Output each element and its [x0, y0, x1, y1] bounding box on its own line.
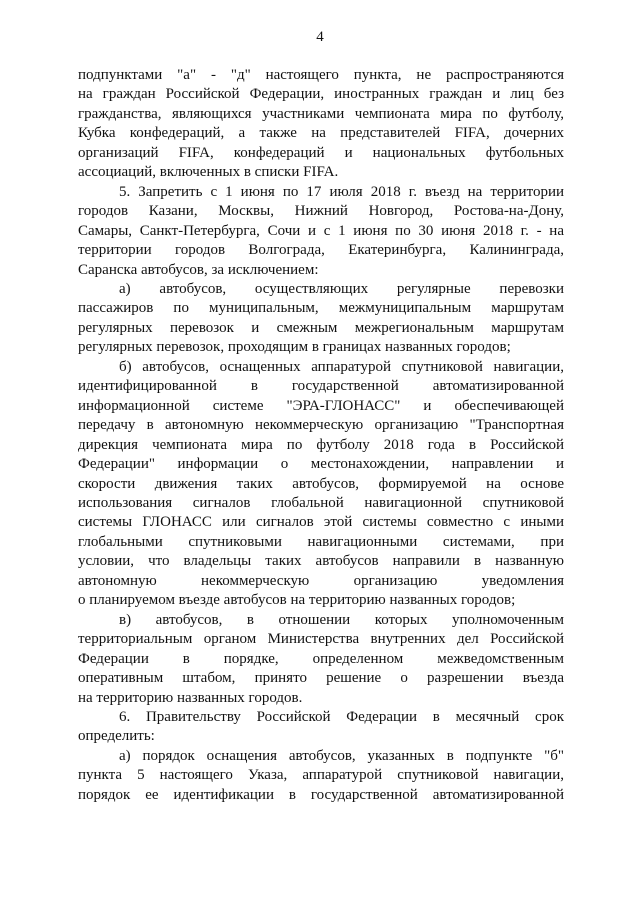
- page-number: 4: [316, 29, 324, 45]
- text-line: глобальными спутниковыми навигационными системами, при: [78, 533, 564, 550]
- text-line: Самары, Санкт-Петербурга, Сочи и с 1 июня по 30 июня 2018 г. - на: [78, 222, 564, 239]
- text-line: дирекция чемпионата мира по футболу 2018 года в Российской: [78, 436, 564, 453]
- text-line: 6. Правительству Российской Федерации в месячный срок: [119, 708, 564, 725]
- text-line: информационной системе "ЭРА-ГЛОНАСС" и обеспечивающей: [78, 397, 564, 414]
- text-line: порядок ее идентификации в государственной автоматизированной: [78, 786, 564, 803]
- text-line: передачу в автономную некоммерческую организацию "Транспортная: [78, 417, 564, 434]
- text-line: территории городов Волгограда, Екатеринбурга, Калининграда,: [78, 242, 564, 259]
- text-line: а) автобусов, осуществляющих регулярные перевозки: [119, 280, 564, 297]
- text-line: в) автобусов, в отношении которых уполномоченным: [119, 611, 564, 628]
- text-line: Кубка конфедераций, а также на представителей FIFA, дочерних: [78, 125, 564, 142]
- text-line: регулярных перевозок, проходящим в границах названных городов;: [78, 339, 511, 356]
- text-line: городов Казани, Москвы, Нижний Новгород, Ростова-на-Дону,: [78, 203, 564, 220]
- text-line: регулярных перевозок и смежным межрегиональным маршрутам: [78, 319, 564, 336]
- text-line: пункта 5 настоящего Указа, аппаратурой спутниковой навигации,: [78, 767, 564, 784]
- text-line: подпунктами "а" - "д" настоящего пункта, не распространяются: [78, 67, 564, 83]
- text-line: системы ГЛОНАСС или сигналов этой системы совместно с иными: [78, 514, 564, 531]
- text-line: территориальным органом Министерства внутренних дел Российской: [78, 631, 564, 648]
- text-line: а) порядок оснащения автобусов, указанных в подпункте "б": [119, 747, 564, 764]
- text-line: на территорию названных городов.: [78, 689, 303, 706]
- text-line: автономную некоммерческую организацию уведомления: [78, 572, 564, 589]
- text-line: скорости движения таких автобусов, формируемой на основе: [78, 475, 564, 492]
- text-line: о планируемом въезде автобусов на территорию названных городов;: [78, 592, 516, 609]
- text-line: гражданства, являющихся участниками чемпионата мира по футболу,: [78, 105, 564, 122]
- text-line: 5. Запретить с 1 июня по 17 июля 2018 г. въезд на территории: [119, 183, 564, 200]
- text-line: организаций FIFA, конфедераций и национальных футбольных: [78, 144, 564, 161]
- text-line: ассоциаций, включенных в списки FIFA.: [78, 164, 339, 181]
- text-line: использования сигналов глобальной навигационной спутниковой: [78, 494, 564, 511]
- text-line: условии, что владельцы таких автобусов направили в названную: [78, 553, 564, 570]
- text-line: идентифицированной в государственной автоматизированной: [78, 378, 564, 395]
- text-line: оперативным штабом, принято решение о разрешении въезда: [78, 670, 564, 687]
- document-body: [78, 66, 564, 805]
- text-line: определить:: [78, 728, 155, 745]
- text-line: Федерации" информации о местонахождении, направлении и: [78, 456, 564, 473]
- text-line: Саранска автобусов, за исключением:: [78, 261, 319, 278]
- text-line: на граждан Российской Федерации, иностранных граждан и лиц без: [78, 86, 564, 103]
- text-line: пассажиров по муниципальным, межмуниципальным маршрутам: [78, 300, 564, 317]
- text-line: Федерации в порядке, определенном межведомственным: [78, 650, 564, 667]
- text-line: б) автобусов, оснащенных аппаратурой спутниковой навигации,: [119, 358, 564, 375]
